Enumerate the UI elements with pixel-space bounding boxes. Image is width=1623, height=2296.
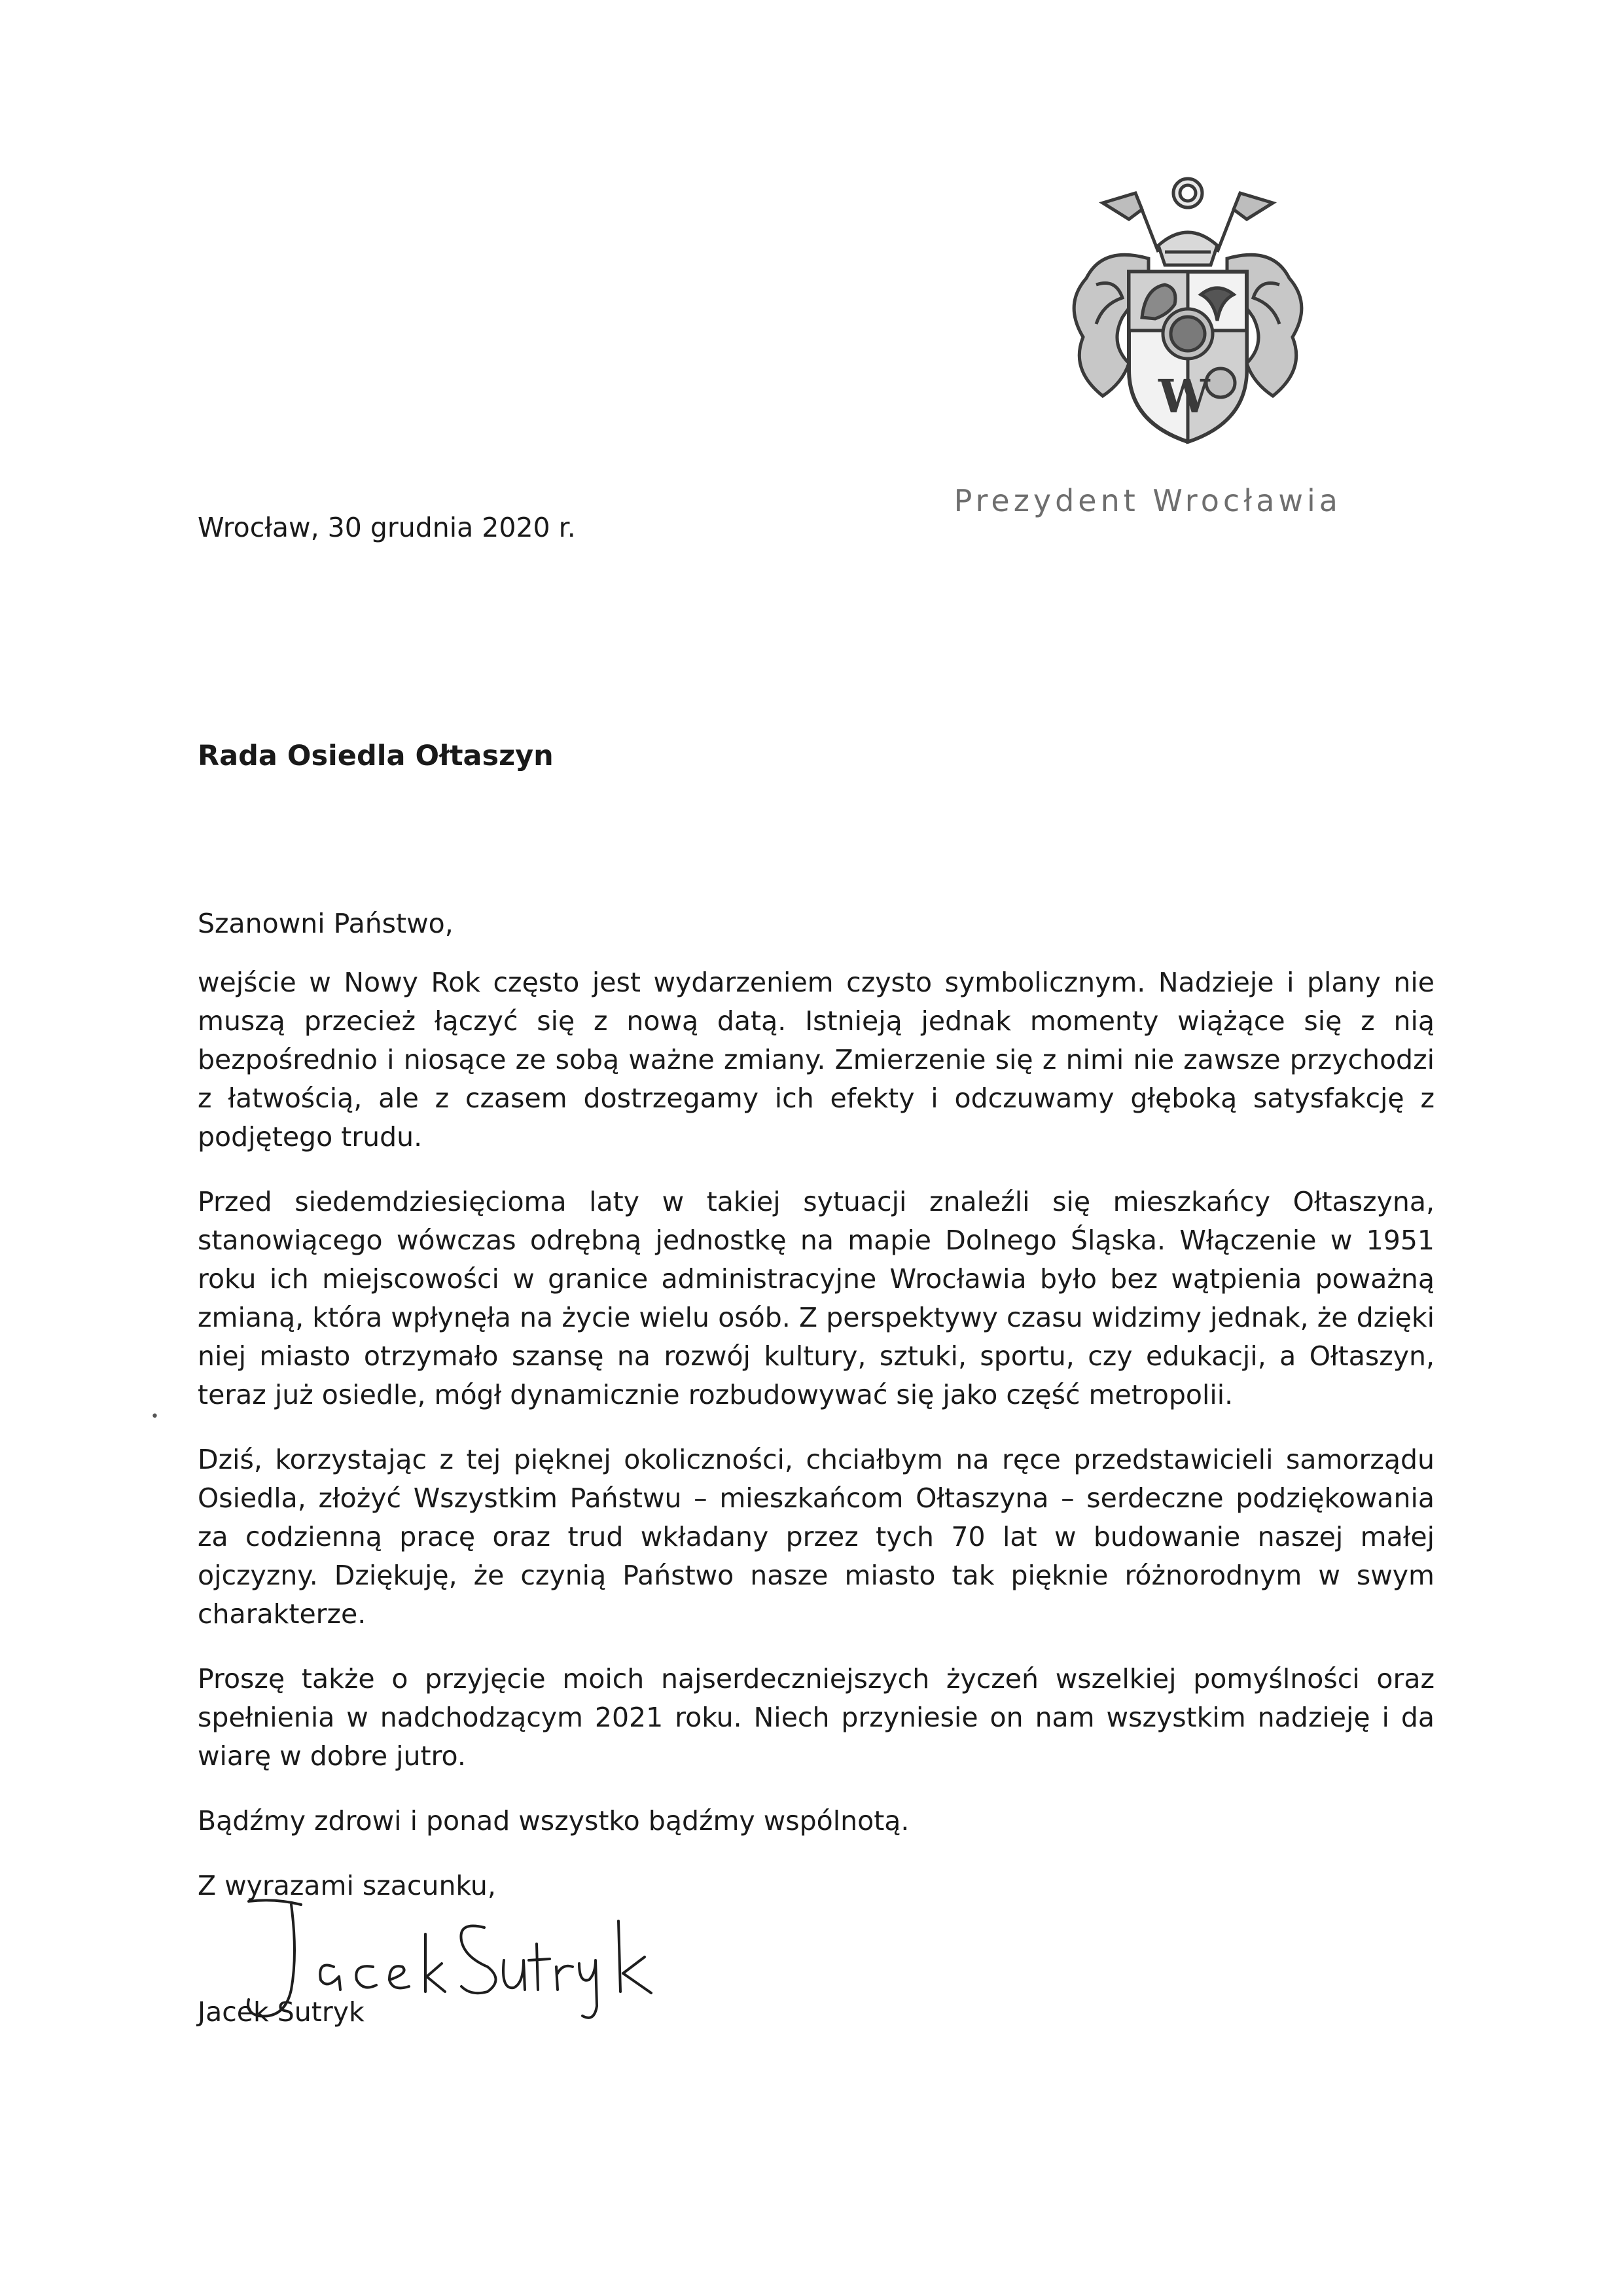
closing-wish: Bądźmy zdrowi i ponad wszystko bądźmy wspólnotą.: [198, 1805, 910, 1837]
paragraph-1: wejście w Nowy Rok często jest wydarzeniem czysto symbolicznym. Nadzieje i plany nie muszą przecież łączyć się z nową datą. Istnieją jednak momenty wiążące się z nią bezpośrednio i niosące ze sobą ważne zmiany. Zmierzenie się z nimi nie zawsze przychodzi z łatwością, ale z czasem dostrzegamy ich efekty i odczuwamy głęboką satysfakcję z podjętego trudu.: [198, 967, 1435, 1153]
wroclaw-coat-of-arms-icon: [1024, 173, 1351, 448]
paragraph-4: Proszę także o przyjęcie moich najserdeczniejszych życzeń wszelkiej pomyślności oraz spełnienia w nadchodzącym 2021 roku. Niech przyniesie on nam wszystkim nadzieję i da wiarę w dobre jutro.: [198, 1663, 1435, 1772]
date-line: Wrocław, 30 grudnia 2020 r.: [198, 512, 576, 543]
closing: Z wyrazami szacunku,: [198, 1870, 496, 1901]
letter-body: [198, 963, 1435, 1931]
signer-name: Jacek Sutryk: [198, 1996, 365, 2028]
letterhead-title: Prezydent Wrocławia: [954, 483, 1342, 518]
paragraph-3: Dziś, korzystając z tej pięknej okoliczności, chciałbym na ręce przedstawicieli samorządu Osiedla, złożyć Wszystkim Państwu – mieszkańcom Ołtaszyna – serdeczne podziękowania za codzienną pracę oraz trud wkładany przez tych 70 lat w budowanie naszej małej ojczyzny. Dziękuję, że czynią Państwo nasze miasto tak pięknie różnorodnym w swym charakterze.: [198, 1444, 1435, 1630]
crest-letter: W: [1158, 369, 1210, 423]
recipient: Rada Osiedla Ołtaszyn: [198, 740, 554, 772]
salutation: Szanowni Państwo,: [198, 908, 454, 939]
paragraph-2: Przed siedemdziesięcioma laty w takiej sytuacji znaleźli się mieszkańcy Ołtaszyna, stanowiącego wówczas odrębną jednostkę na mapie Dolnego Śląska. Włączenie w 1951 roku ich miejscowości w granice administracyjne Wrocławia było bez wątpienia poważną zmianą, która wpłynęła na życie wielu osób. Z perspektywy czasu widzimy jednak, że dzięki niej miasto otrzymało szansę na rozwój kultury, sztuki, sportu, czy edukacji, a Ołtaszyn, teraz już osiedle, mógł dynamicznie rozbudowywać się jako część metropolii.: [198, 1186, 1435, 1410]
scan-speck: •: [151, 1408, 159, 1425]
